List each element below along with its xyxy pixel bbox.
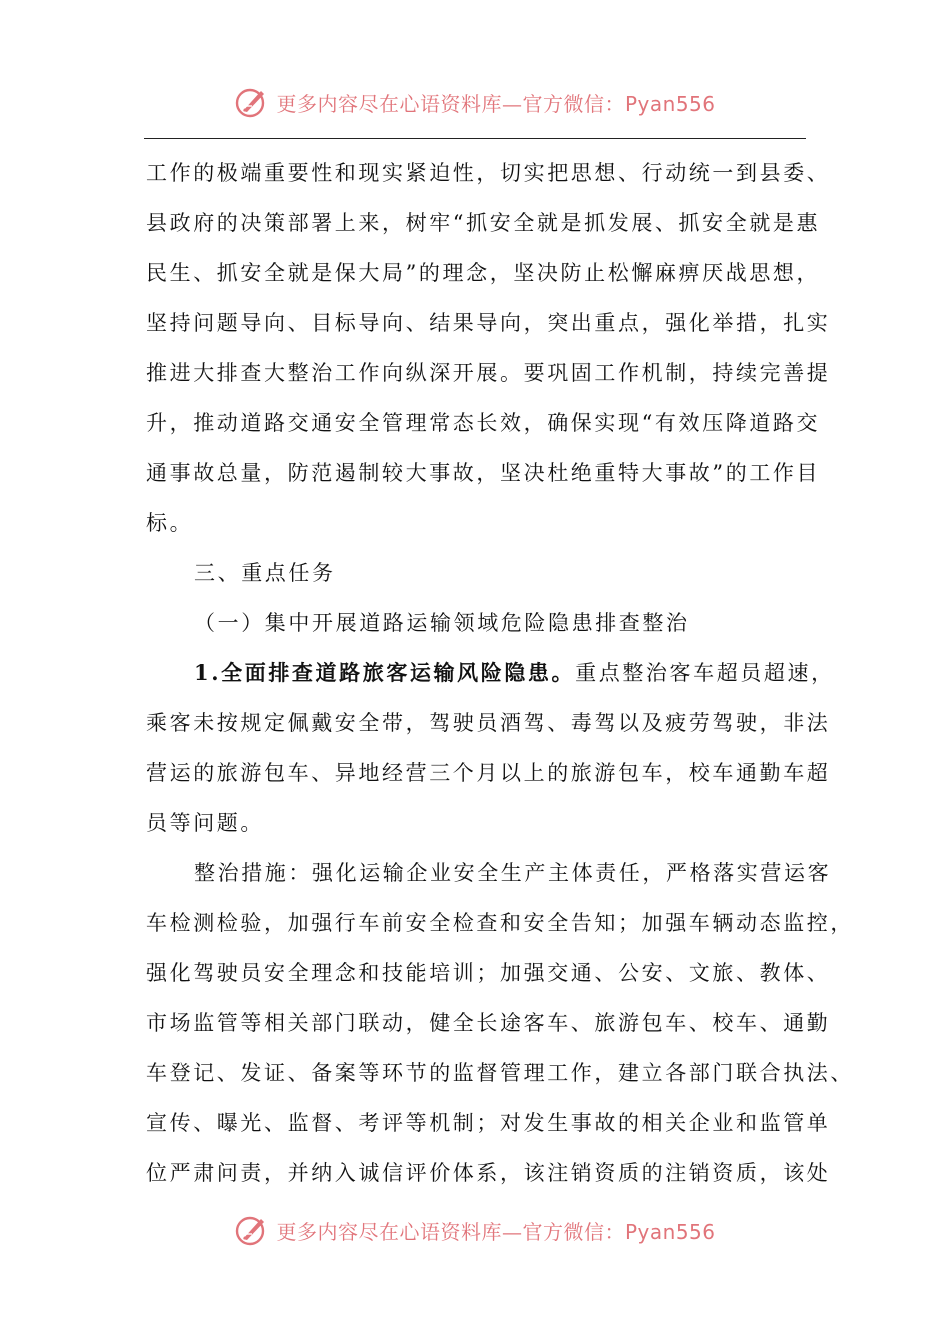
item-title: 1.全面排查道路旅客运输风险隐患。 [194,660,576,685]
paragraph-line: 市场监管等相关部门联动，健全长途客车、旅游包车、校车、通勤 [146,1011,831,1035]
paragraph-line: 位严肃问责，并纳入诚信评价体系，该注销资质的注销资质，该处 [146,1161,831,1185]
paragraph-line: 县政府的决策部署上来，树牢“抓安全就是抓发展、抓安全就是惠 [146,211,821,235]
quill-pen-circle-icon [234,1212,270,1248]
header-divider [144,138,806,139]
paragraph-line: 民生、抓安全就是保大局”的理念，坚决防止松懈麻痹厌战思想， [146,261,821,285]
paragraph-line: 营运的旅游包车、异地经营三个月以上的旅游包车，校车通勤车超 [146,761,831,785]
paragraph-line: 宣传、曝光、监督、考评等机制；对发生事故的相关企业和监管单 [146,1111,831,1135]
subsection-heading: （一）集中开展道路运输领域危险隐患排查整治 [194,611,690,635]
paragraph-line: 工作的极端重要性和现实紧迫性，切实把思想、行动统一到县委、 [146,161,831,185]
banner-text: 更多内容尽在心语资料库—官方微信：Pyan556 [276,91,716,116]
paragraph-line: 推进大排查大整治工作向纵深开展。要巩固工作机制，持续完善提 [146,361,831,385]
paragraph-line: 通事故总量，防范遏制较大事故，坚决杜绝重特大事故”的工作目 [146,461,821,485]
document-body [146,148,854,1198]
paragraph-line: 员等问题。 [146,811,264,835]
paragraph-line: 车登记、发证、备案等环节的监督管理工作，建立各部门联合执法、 [146,1061,854,1085]
banner-handle: Pyan556 [624,91,716,116]
banner-handle: Pyan556 [624,1219,716,1244]
footer-banner [0,1208,950,1252]
paragraph-line: 升，推动道路交通安全管理常态长效，确保实现“有效压降道路交 [146,411,821,435]
paragraph-line: 车检测检验，加强行车前安全检查和安全告知；加强车辆动态监控， [146,911,854,935]
quill-pen-circle-icon [234,84,270,120]
paragraph-line: 坚持问题导向、目标导向、结果导向，突出重点，强化举措，扎实 [146,311,831,335]
section-heading: 三、重点任务 [194,561,336,585]
item-lead-text: 重点整治客车超员超速， [575,661,835,685]
item-heading-line [146,648,835,698]
measures-lead-line: 整治措施：强化运输企业安全生产主体责任，严格落实营运客 [194,861,832,885]
header-banner [0,80,950,124]
paragraph-line: 标。 [146,511,194,535]
banner-text: 更多内容尽在心语资料库—官方微信：Pyan556 [276,1219,716,1244]
paragraph-line: 强化驾驶员安全理念和技能培训；加强交通、公安、文旅、教体、 [146,961,831,985]
paragraph-line: 乘客未按规定佩戴安全带，驾驶员酒驾、毒驾以及疲劳驾驶，非法 [146,711,831,735]
